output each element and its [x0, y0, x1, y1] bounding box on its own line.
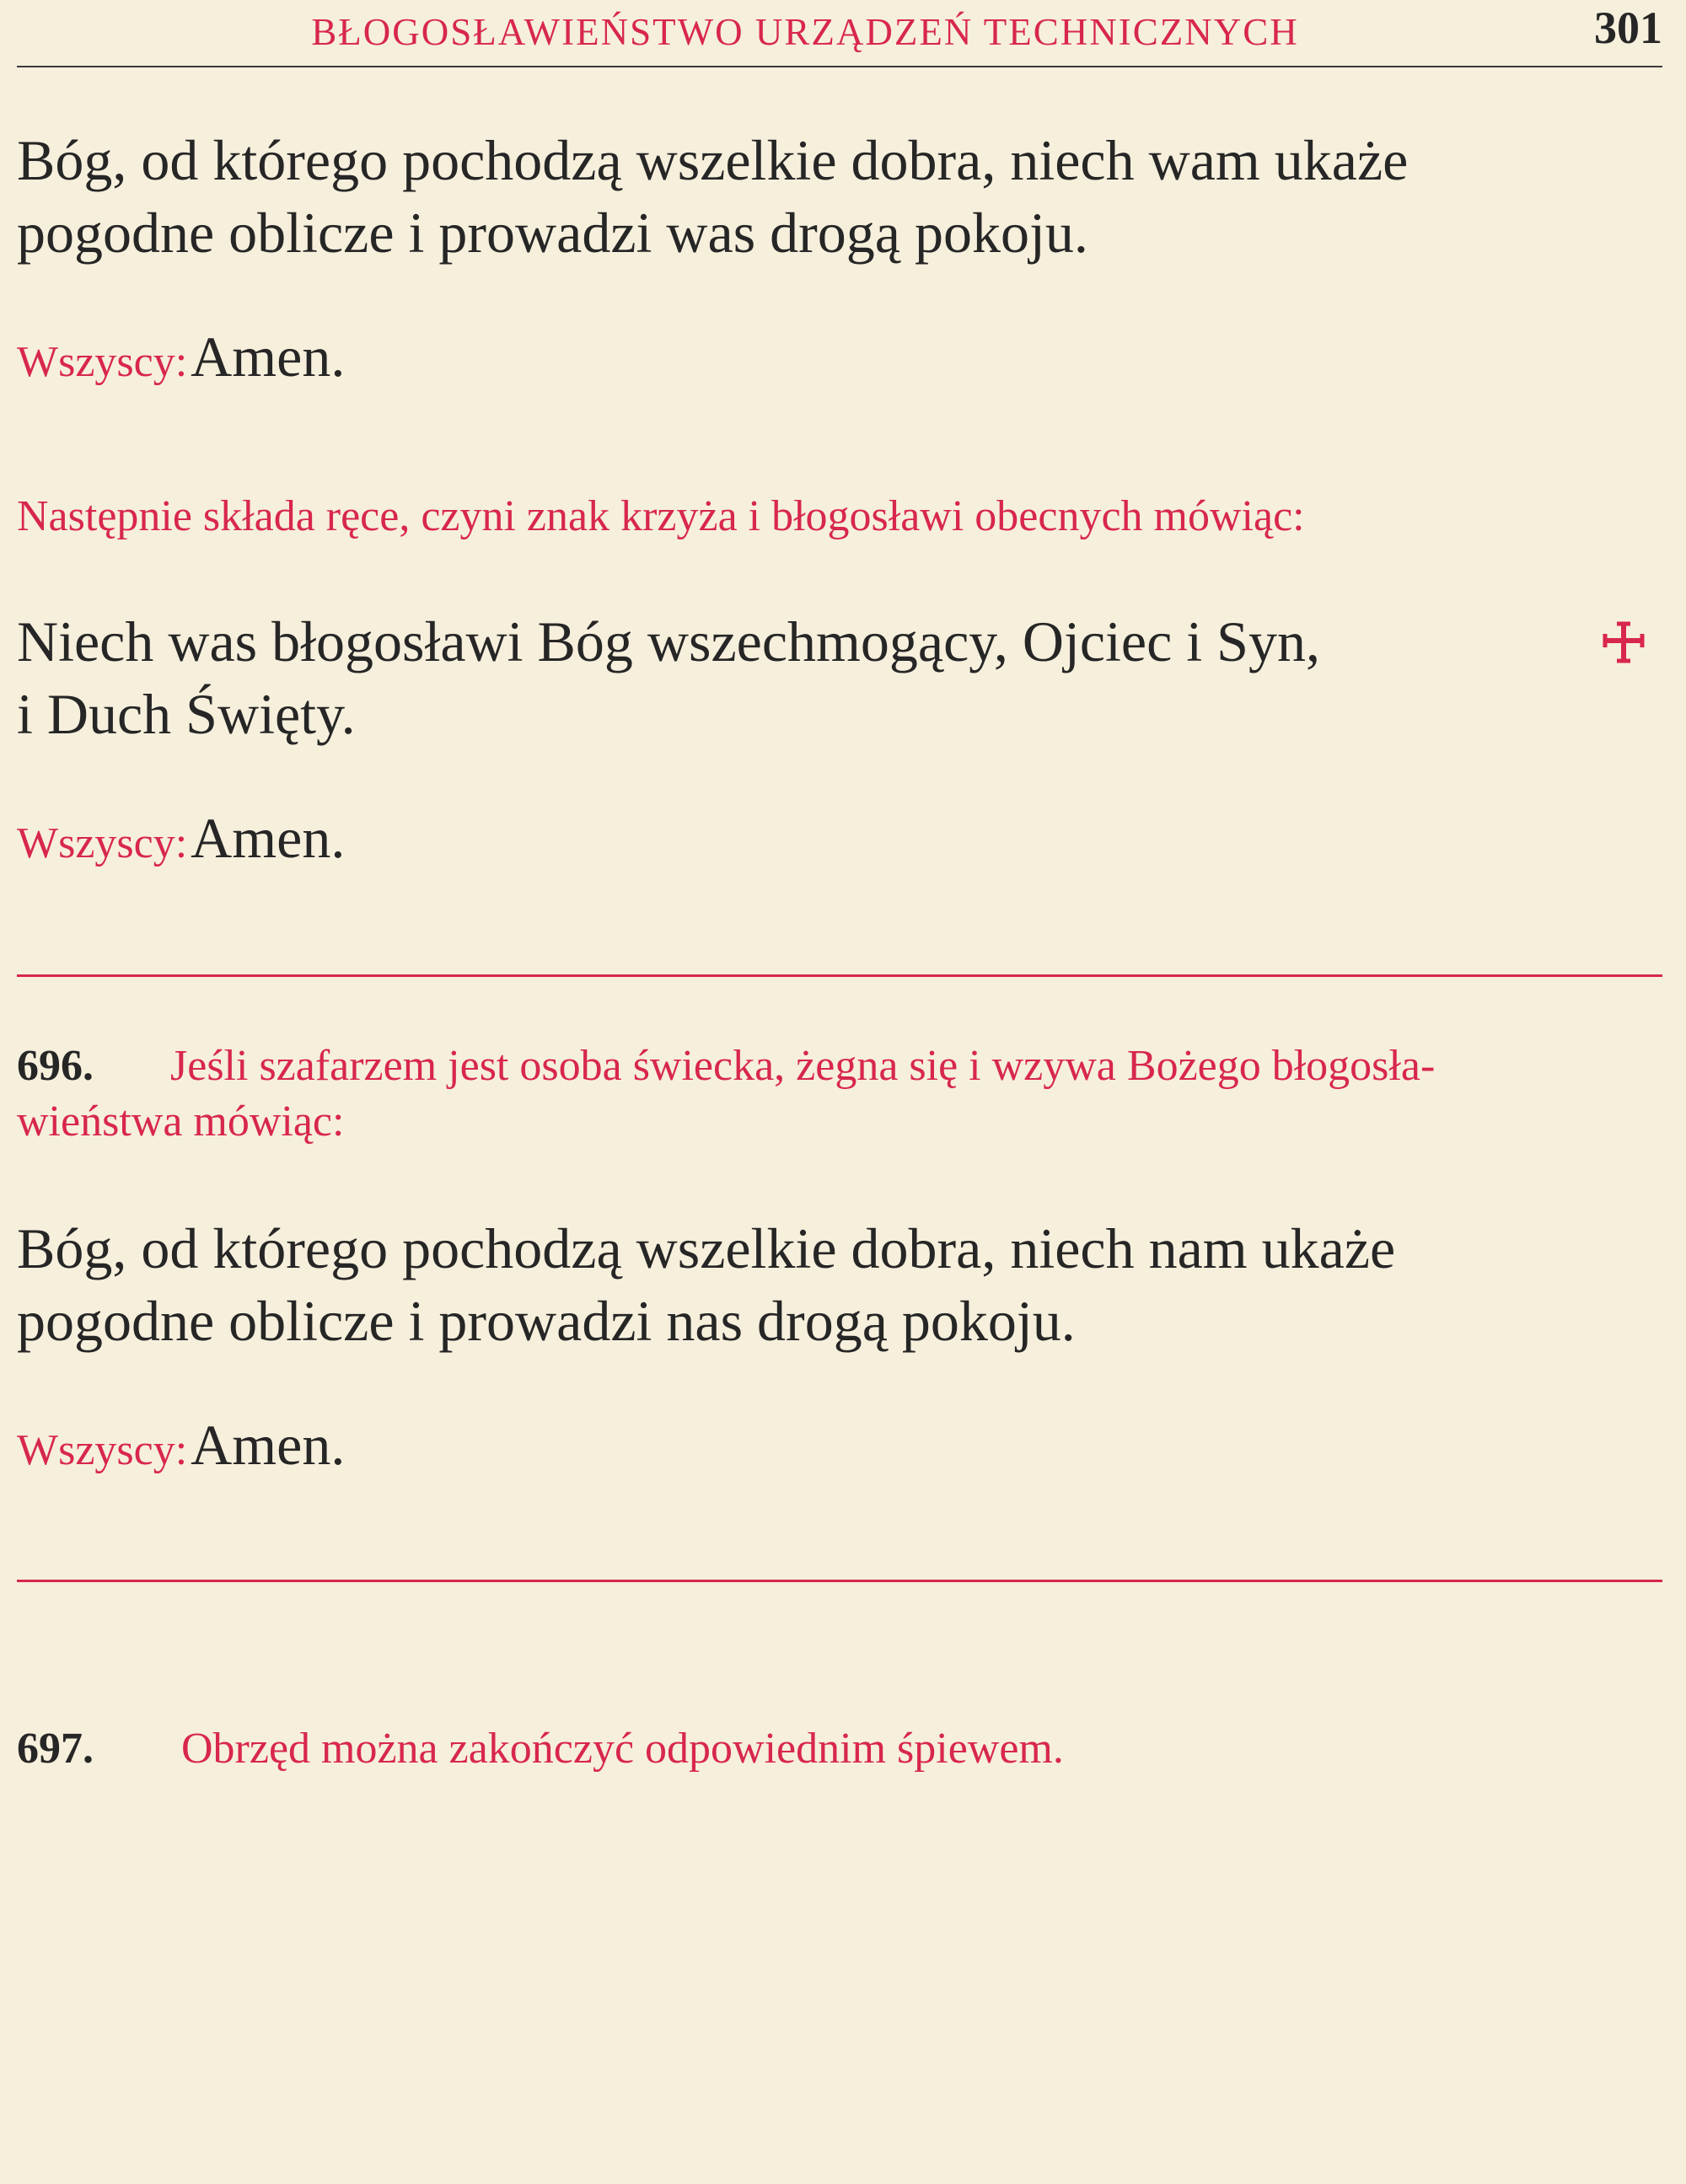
section-696-line-2: pogodne oblicze i prowadzi nas drogą pokoju.	[17, 1289, 1076, 1353]
response-amen: Amen.	[191, 1413, 346, 1477]
section-696-rubric	[17, 1038, 1662, 1150]
header-rule	[17, 66, 1662, 67]
blessing-2-response	[17, 805, 345, 872]
response-speaker: Wszyscy:	[17, 338, 188, 386]
response-amen: Amen.	[191, 325, 346, 389]
section-number: 697.	[17, 1725, 94, 1773]
blessing-1-response	[17, 324, 345, 390]
section-696-text	[17, 1212, 1662, 1357]
blessing-1-text	[17, 124, 1662, 269]
section-number: 696.	[17, 1042, 94, 1090]
page-number: 301	[1594, 3, 1662, 53]
blessing-2-line-1: Niech was błogosławi Bóg wszechmogący, Ojciec i Syn,	[17, 609, 1321, 673]
response-speaker: Wszyscy:	[17, 819, 188, 867]
section-697-rubric: Obrzęd można zakończyć odpowiednim śpiewem.	[181, 1725, 1064, 1773]
section-696-rubric-line-1: Jeśli szafarzem jest osoba świecka, żegna się i wzywa Bożego błogosła-	[170, 1042, 1436, 1090]
section-divider	[17, 1580, 1662, 1582]
blessing-2-text	[17, 605, 1662, 750]
section-divider	[17, 974, 1662, 977]
blessing-1-line-1: Bóg, od którego pochodzą wszelkie dobra, niech wam ukaże	[17, 128, 1409, 192]
rubric-sign-of-cross: Następnie składa ręce, czyni znak krzyża i błogosławi obecnych mówiąc:	[17, 492, 1305, 540]
blessing-2-line-2: i Duch Święty.	[17, 682, 356, 746]
cross-icon	[1602, 620, 1646, 664]
response-amen: Amen.	[191, 806, 346, 870]
section-696-rubric-line-2: wieństwa mówiąc:	[17, 1097, 345, 1146]
running-title: BŁOGOSŁAWIEŃSTWO URZĄDZEŃ TECHNICZNYCH	[311, 11, 1299, 53]
section-697	[17, 1720, 1662, 1779]
blessing-1-line-2: pogodne oblicze i prowadzi was drogą pokoju.	[17, 201, 1088, 265]
section-696-response	[17, 1412, 345, 1478]
running-head	[17, 2, 1662, 61]
section-696-line-1: Bóg, od którego pochodzą wszelkie dobra, niech nam ukaże	[17, 1216, 1396, 1280]
response-speaker: Wszyscy:	[17, 1426, 188, 1474]
